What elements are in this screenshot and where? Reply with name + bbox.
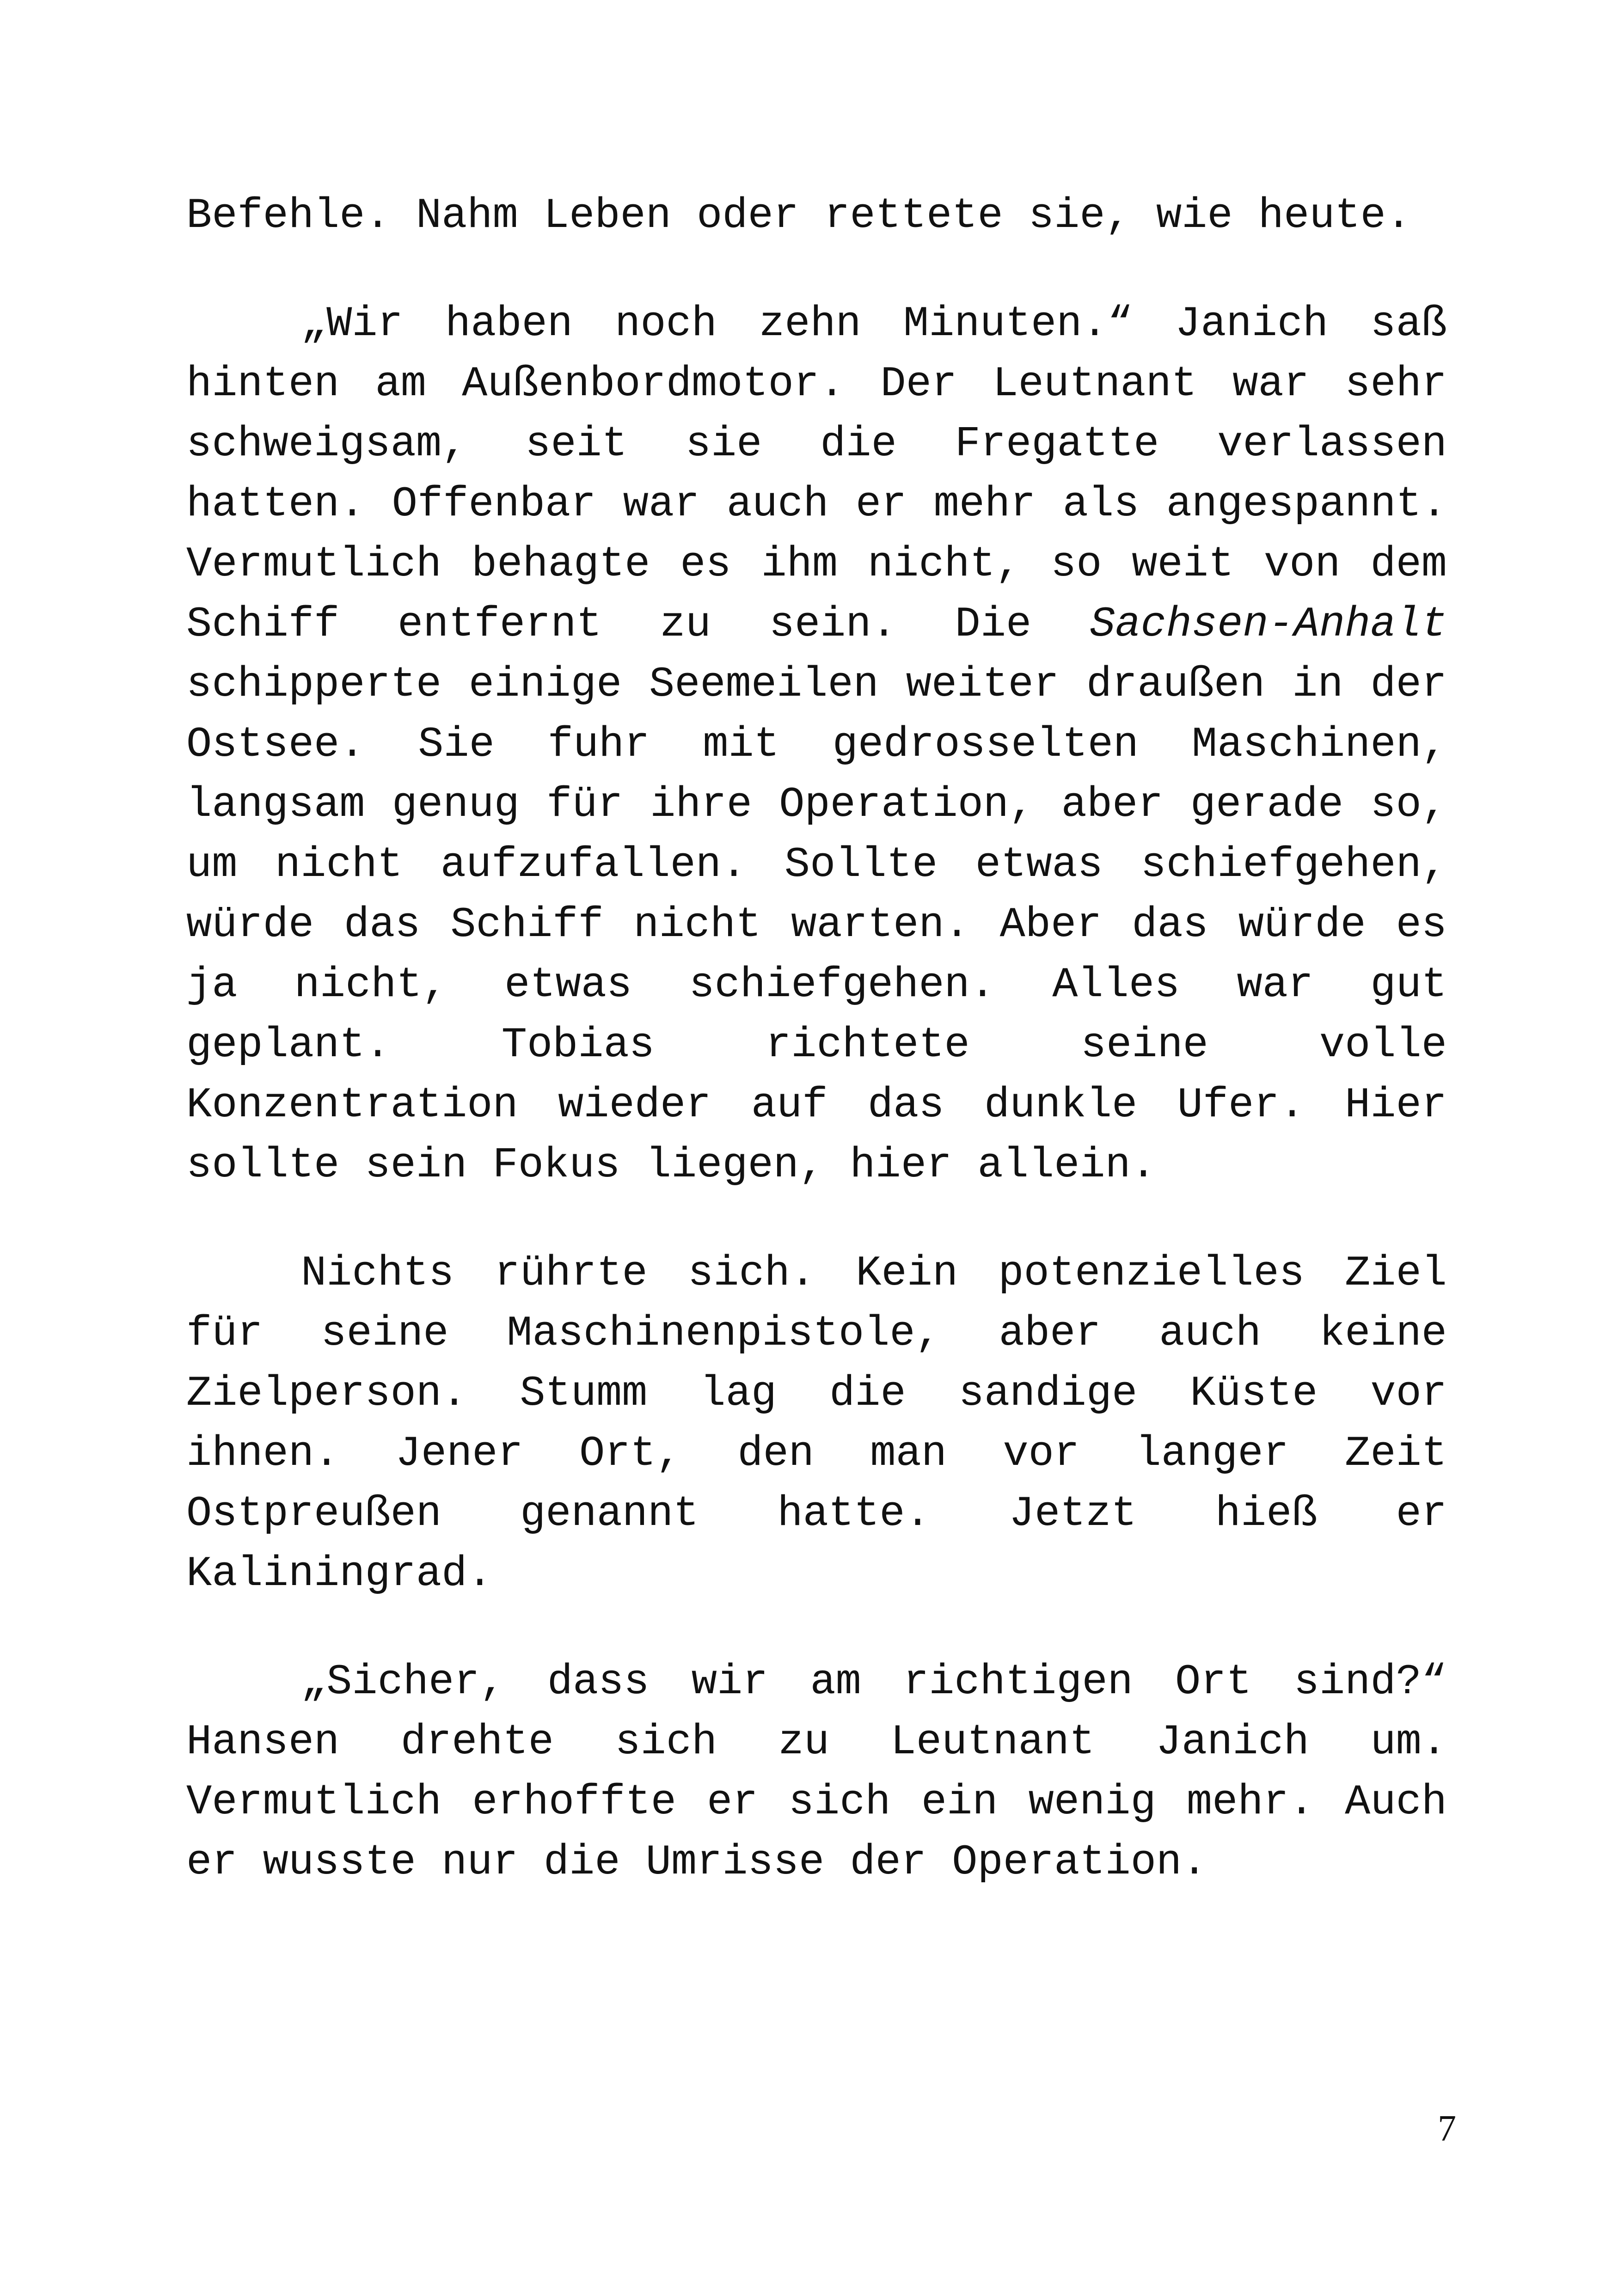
paragraph-gap [186,1604,1447,1652]
ship-name-italic: Sachsen-Anhalt [1090,600,1447,649]
paragraph-2-continuation: schipperte einige Seemeilen weiter draußen in der Ostsee. Sie fuhr mit gedrosselten Maschinen, langsam genug für ihre Operation, aber gerade so, um nicht aufzufallen. Sollte etwas schiefgehen, würde das Schiff nicht warten. Aber das würde es ja nicht, etwas schiefgehen. Alles war gut geplant. Tobias richtete seine volle Konzentration wieder auf das dunkle Ufer. Hier sollte sein Fokus liegen, hier allein. [186,660,1447,1189]
paragraph-2 [186,294,1447,1195]
paragraph-1 [186,186,1447,246]
paragraph-4 [186,1652,1447,1892]
paragraph-1-text: Befehle. Nahm Leben oder rettete sie, wie heute. [186,191,1412,240]
paragraph-gap [186,1195,1447,1243]
paragraph-3-text: Nichts rührte sich. Kein potenzielles Ziel für seine Maschinenpistole, aber auch keine Zielperson. Stumm lag die sandige Küste vor ihnen. Jener Ort, den man vor langer Zeit Ostpreußen genannt hatte. Jetzt hieß er Kaliningrad. [186,1249,1447,1598]
paragraph-4-text: „Sicher, dass wir am richtigen Ort sind?“ Hansen drehte sich zu Leutnant Janich um. Vermutlich erhoffte er sich ein wenig mehr. Auch er wusste nur die Umrisse der Operation. [186,1658,1447,1886]
body-text [186,186,1447,1892]
paragraph-gap [186,246,1447,294]
paragraph-3 [186,1243,1447,1604]
paragraph-2-text: „Wir haben noch zehn Minuten.“ Janich saß hinten am Außenbordmotor. Der Leutnant war sehr schweigsam, seit sie die Fregatte verlassen hatten. Offenbar war auch er mehr als angespannt. Vermutlich behagte es ihm nicht, so weit von dem Schiff entfernt zu sein. Die [186,300,1447,649]
page-number: 7 [1438,2108,1456,2149]
